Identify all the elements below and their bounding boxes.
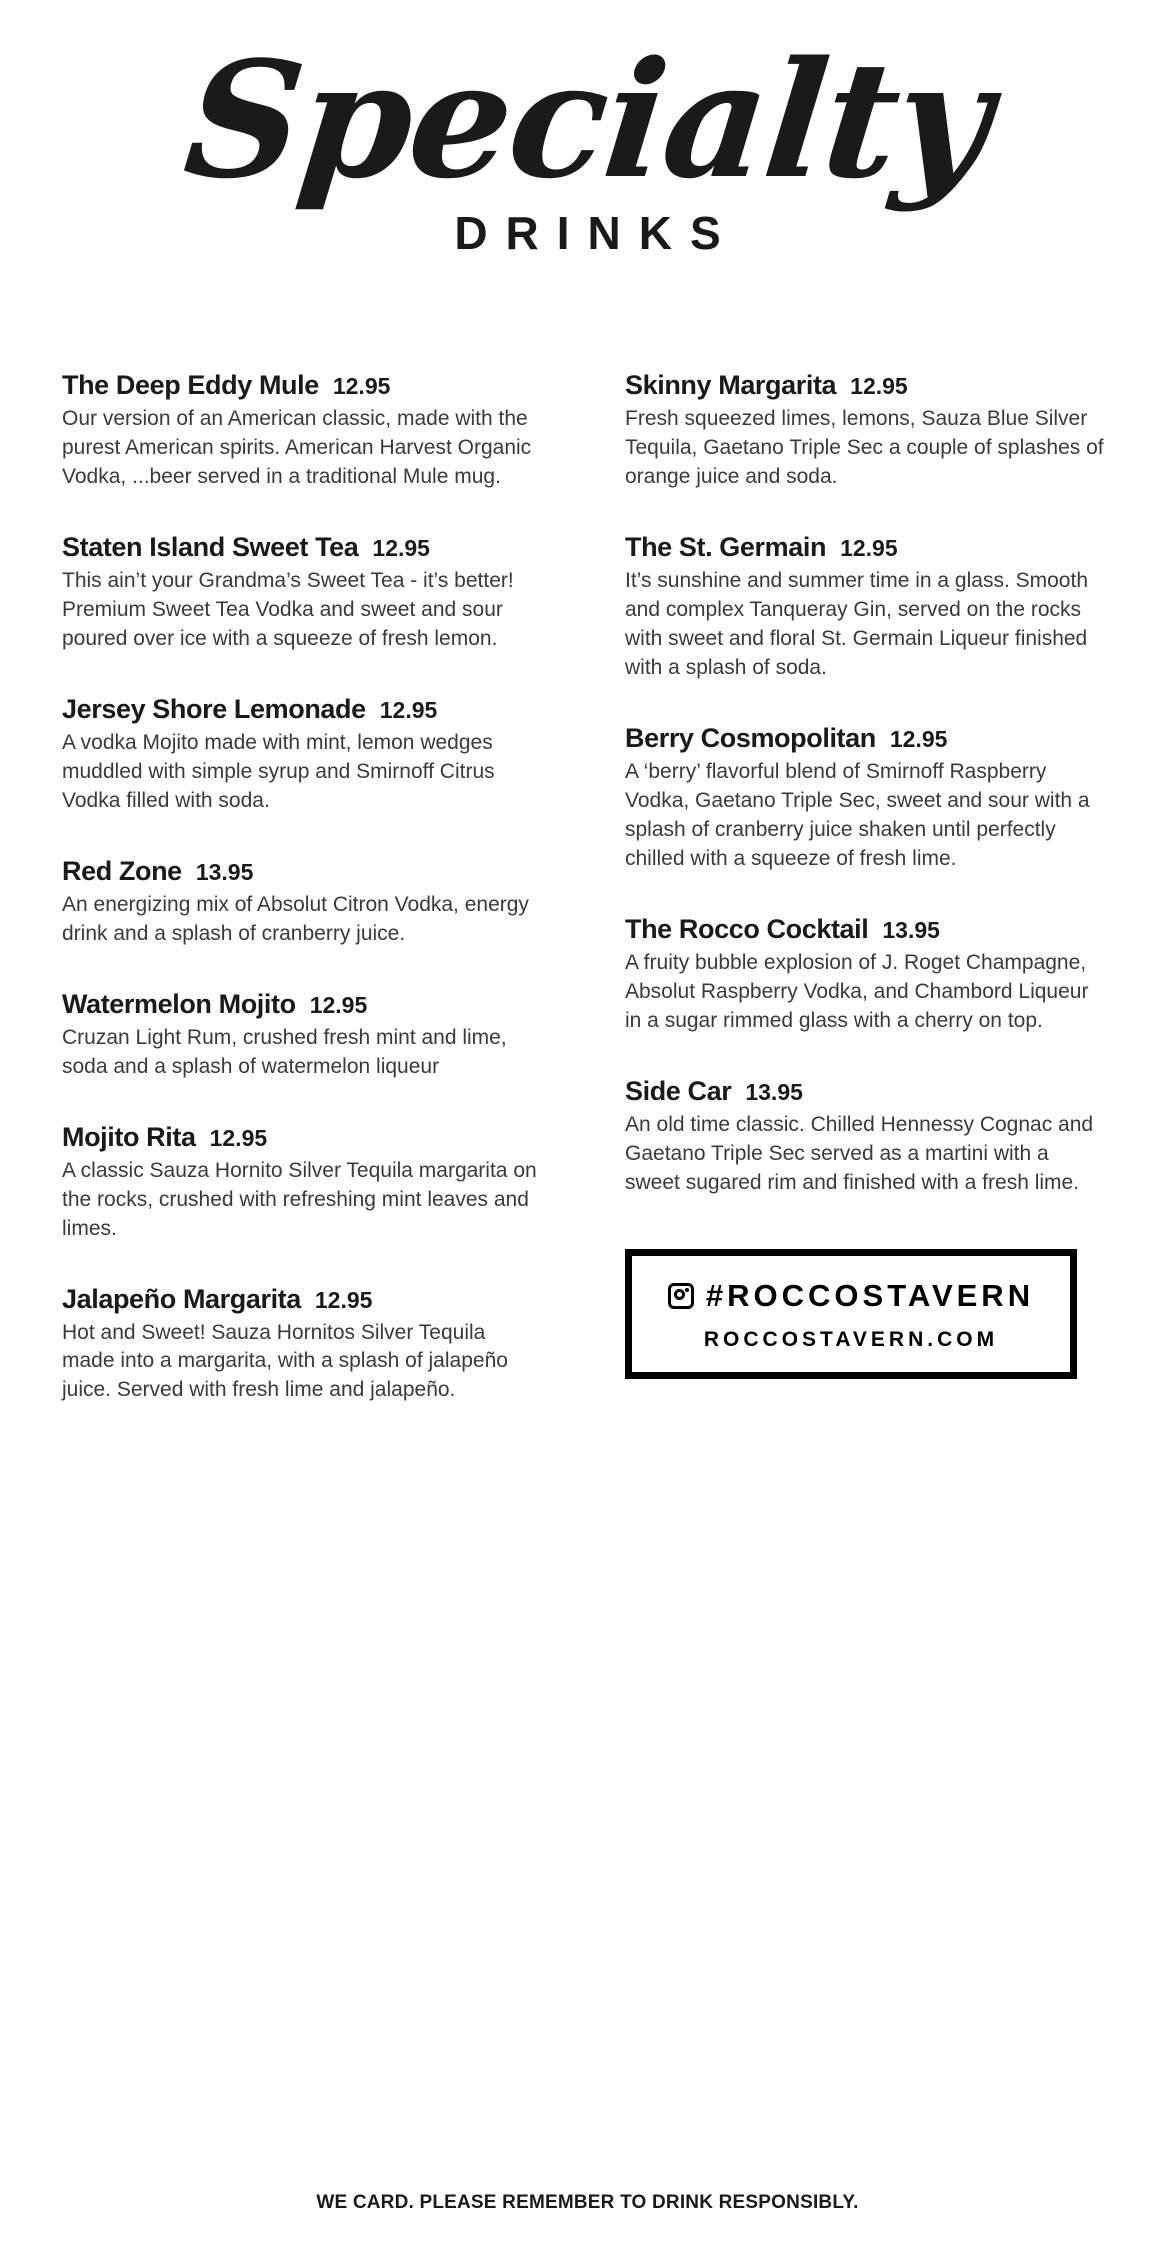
menu-item-head — [62, 856, 550, 887]
menu-item — [625, 370, 1113, 492]
menu-item-description: A vodka Mojito made with mint, lemon wedges muddled with simple syrup and Smirnoff Citrus Vodka filled with soda. — [62, 730, 495, 812]
menu-item — [625, 532, 1113, 683]
website-url[interactable]: ROCCOSTAVERN.COM — [703, 1328, 999, 1352]
page-subtitle: DRINKS — [454, 207, 739, 259]
menu-item-description: Our version of an American classic, made with the purest American spirits. American Harvest Organic Vodka, ...beer served in a traditional Mule mug. — [62, 407, 532, 488]
social-handle: #ROCCOSTAVERN — [705, 1278, 1035, 1314]
menu-item-name: Jersey Shore Lemonade — [62, 693, 366, 724]
menu-item-name: Mojito Rita — [62, 1121, 196, 1152]
menu-item-head — [62, 370, 550, 401]
menu-item — [625, 723, 1113, 874]
menu-item-name: Jalapeño Margarita — [62, 1283, 301, 1314]
menu-item-price: 12.95 — [889, 725, 948, 752]
menu-item-head — [62, 694, 550, 725]
menu-item — [62, 1122, 550, 1244]
menu-item-description: Cruzan Light Rum, crushed fresh mint and lime, soda and a splash of watermelon liqueur — [62, 1025, 507, 1078]
menu-item — [62, 370, 550, 492]
legal-footer: WE CARD. PLEASE REMEMBER TO DRINK RESPONSIBLY. — [316, 2192, 859, 2213]
social-handle-row — [642, 1278, 1060, 1314]
social-callout[interactable] — [625, 1249, 1077, 1379]
menu-item-description: A fruity bubble explosion of J. Roget Champagne, Absolut Raspberry Vodka, and Chambord Liqueur in a sugar rimmed glass with a cherry on top. — [625, 950, 1089, 1032]
menu-item-name: Red Zone — [62, 855, 182, 886]
menu-item-head — [625, 1076, 1113, 1107]
menu-item-head — [62, 1284, 550, 1315]
menu-item-name: The Rocco Cocktail — [625, 913, 869, 944]
page-title: Specialty — [177, 26, 998, 214]
menu-item — [62, 532, 550, 654]
menu-column-right — [615, 370, 1113, 1379]
menu-item-description: It’s sunshine and summer time in a glass. Smooth and complex Tanqueray Gin, served on the rocks with sweet and floral St. Germain Liqueur finished with a splash of soda. — [625, 568, 1088, 679]
menu-item-description: This ain’t your Grandma’s Sweet Tea - it’s better! Premium Sweet Tea Vodka and sweet and sour poured over ice with a squeeze of fresh lemon. — [62, 568, 514, 650]
menu-item — [62, 1284, 550, 1406]
menu-item-name: Skinny Margarita — [625, 370, 837, 400]
menu-item-price: 12.95 — [209, 1124, 268, 1151]
menu-item-price: 12.95 — [332, 373, 391, 399]
menu-item-head — [62, 989, 550, 1020]
menu-item-price: 12.95 — [379, 696, 438, 723]
menu-item-price: 13.95 — [882, 916, 940, 943]
menu-item-head — [62, 1122, 550, 1153]
menu-item-name: Watermelon Mojito — [62, 988, 296, 1019]
menu-item-price: 12.95 — [314, 1286, 373, 1313]
instagram-icon — [668, 1283, 694, 1309]
menu-item-description: An old time classic. Chilled Hennessy Cognac and Gaetano Triple Sec served as a martini with a sweet sugared rim and finished with a fresh lime. — [625, 1112, 1094, 1194]
menu-item — [625, 1076, 1113, 1198]
menu-item — [62, 989, 550, 1082]
menu-item-name: Berry Cosmopolitan — [625, 722, 876, 753]
menu-item-name: Side Car — [625, 1075, 732, 1106]
menu-item — [62, 856, 550, 949]
menu-item-head — [625, 723, 1113, 754]
menu-column-left — [62, 370, 560, 1405]
menu-item-head — [625, 914, 1113, 945]
menu-item-head — [625, 532, 1113, 563]
menu-item — [62, 694, 550, 816]
menu-item-price: 13.95 — [195, 858, 254, 885]
menu-item — [625, 914, 1113, 1036]
menu-item-description: A classic Sauza Hornito Silver Tequila margarita on the rocks, crushed with refreshing mint leaves and limes. — [62, 1158, 537, 1240]
menu-item-description: Hot and Sweet! Sauza Hornitos Silver Tequila made into a margarita, with a splash of jalapeño juice. Served with fresh lime and jalapeño. — [62, 1320, 508, 1402]
menu-item-name: The Deep Eddy Mule — [62, 370, 319, 400]
menu-item-price: 12.95 — [309, 991, 368, 1018]
menu-item-head — [625, 370, 1113, 401]
menu-item-description: Fresh squeezed limes, lemons, Sauza Blue Silver Tequila, Gaetano Triple Sec a couple of splashes of orange juice and soda. — [625, 407, 1104, 488]
menu-item-head — [62, 532, 550, 563]
menu-item-price: 12.95 — [850, 373, 908, 399]
menu-item-price: 12.95 — [840, 534, 898, 561]
menu-item-price: 12.95 — [372, 534, 430, 561]
menu-item-description: An energizing mix of Absolut Citron Vodka, energy drink and a splash of cranberry juice. — [62, 892, 529, 945]
menu-item-name: The St. Germain — [625, 531, 827, 562]
menu-header — [62, 0, 1113, 330]
menu-item-price: 13.95 — [745, 1078, 803, 1105]
menu-item-description: A ‘berry’ flavorful blend of Smirnoff Raspberry Vodka, Gaetano Triple Sec, sweet and sour with a splash of cranberry juice shaken until perfectly chilled with a squeeze of fresh lime. — [625, 759, 1090, 870]
menu-columns — [62, 370, 1113, 1405]
menu-item-name: Staten Island Sweet Tea — [62, 531, 359, 562]
